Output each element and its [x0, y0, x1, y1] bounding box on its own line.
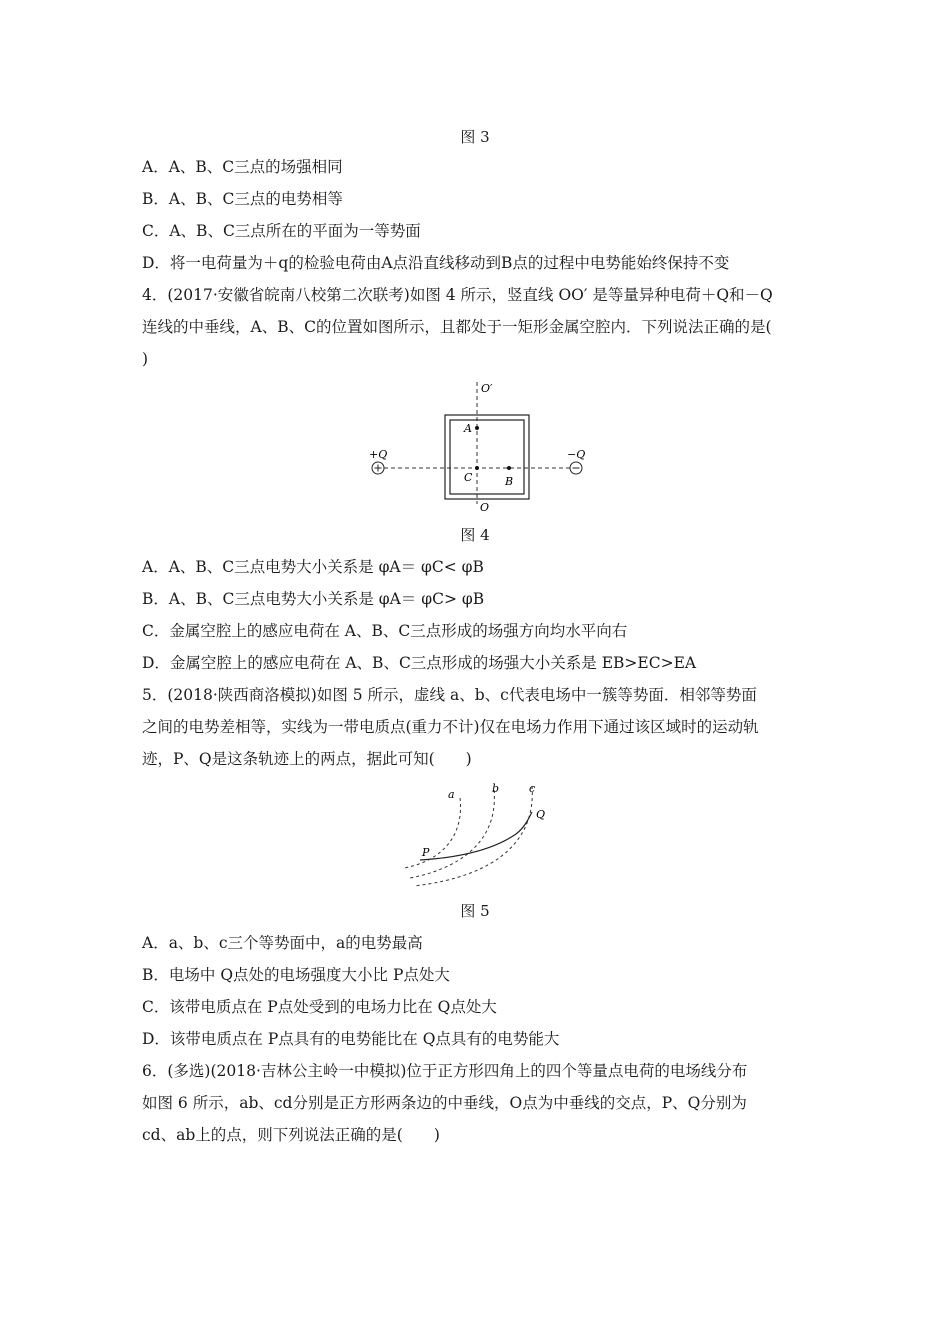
- label-p: P: [422, 846, 430, 859]
- q3-option-a: A．A、B、C三点的场强相同: [142, 158, 343, 176]
- equipotential-c: [414, 786, 532, 886]
- q4-option-d: D．金属空腔上的感应电荷在 A、B、C三点形成的场强大小关系是 EB>EC>EA: [142, 654, 697, 672]
- label-a: A: [464, 422, 472, 435]
- label-q: Q: [536, 808, 546, 821]
- q4-option-c: C．金属空腔上的感应电荷在 A、B、C三点形成的场强方向均水平向右: [142, 622, 628, 640]
- q5-stem-line-2: 之间的电势差相等，实线为一带电质点(重力不计)仅在电场力作用下通过该区域时的运动轨: [142, 718, 759, 736]
- q3-option-c: C．A、B、C三点所在的平面为一等势面: [142, 222, 421, 240]
- point-c-dot: [475, 466, 479, 470]
- q3-option-d: D．将一电荷量为＋q的检验电荷由A点沿直线移动到B点的过程中电势能始终保持不变: [142, 254, 730, 272]
- label-c: C: [464, 471, 473, 484]
- q4-stem-line-3: ): [142, 350, 149, 368]
- q3-option-b: B．A、B、C三点的电势相等: [142, 190, 343, 208]
- q5-stem-line-3: 迹，P、Q是这条轨迹上的两点，据此可知( ): [142, 750, 472, 768]
- q5-option-d: D．该带电质点在 P点具有的电势能比在 Q点具有的电势能大: [142, 1030, 560, 1048]
- q4-option-a: A．A、B、C三点电势大小关系是 φA＝ φC< φB: [142, 558, 484, 576]
- figure-4-metal-cavity-diagram: [360, 378, 600, 518]
- label-o-prime: O′: [481, 382, 493, 395]
- label-b: b: [492, 782, 500, 795]
- q6-stem-line-2: 如图 6 所示，ab、cd分别是正方形两条边的中垂线，O点为中垂线的交点，P、Q分别为: [142, 1094, 747, 1112]
- q5-option-b: B．电场中 Q点处的电场强度大小比 P点处大: [142, 966, 450, 984]
- equipotential-a: [404, 798, 461, 868]
- q5-option-a: A．a、b、c三个等势面中，a的电势最高: [142, 934, 423, 952]
- q4-stem-line-2: 连线的中垂线，A、B、C的位置如图所示，且都处于一矩形金属空腔内．下列说法正确的是(: [142, 318, 772, 336]
- q6-stem-line-3: cd、ab上的点，则下列说法正确的是( ): [142, 1126, 440, 1144]
- q4-stem-line-1: 4．(2017·安徽省皖南八校第二次联考)如图 4 所示，竖直线 OO′ 是等量异种电荷＋Q和－Q: [142, 286, 773, 304]
- label-b: B: [505, 475, 514, 488]
- point-a-dot: [475, 426, 479, 430]
- point-b-dot: [507, 466, 511, 470]
- label-c: c: [529, 782, 536, 795]
- label-a: a: [448, 788, 455, 801]
- label-o: O: [480, 501, 490, 514]
- q4-option-b: B．A、B、C三点电势大小关系是 φA＝ φC> φB: [142, 590, 485, 608]
- figure-5-equipotential-diagram: [398, 780, 558, 888]
- equipotential-b: [410, 790, 494, 878]
- q5-stem-line-1: 5．(2018·陕西商洛模拟)如图 5 所示，虚线 a、b、c代表电场中一簇等势面．相邻等势面: [142, 686, 757, 704]
- label-plus-q: +Q: [369, 448, 388, 461]
- label-minus-q: −Q: [567, 448, 586, 461]
- figure-4-caption: 图 4: [460, 526, 490, 544]
- figure-3-caption: 图 3: [460, 128, 490, 146]
- particle-trajectory: [420, 812, 532, 860]
- cavity-outer-wall: [445, 415, 529, 499]
- q5-option-c: C．该带电质点在 P点处受到的电场力比在 Q点处大: [142, 998, 497, 1016]
- q6-stem-line-1: 6．(多选)(2018·吉林公主岭一中模拟)位于正方形四角上的四个等量点电荷的电场线分布: [142, 1062, 748, 1080]
- figure-5-caption: 图 5: [460, 902, 490, 920]
